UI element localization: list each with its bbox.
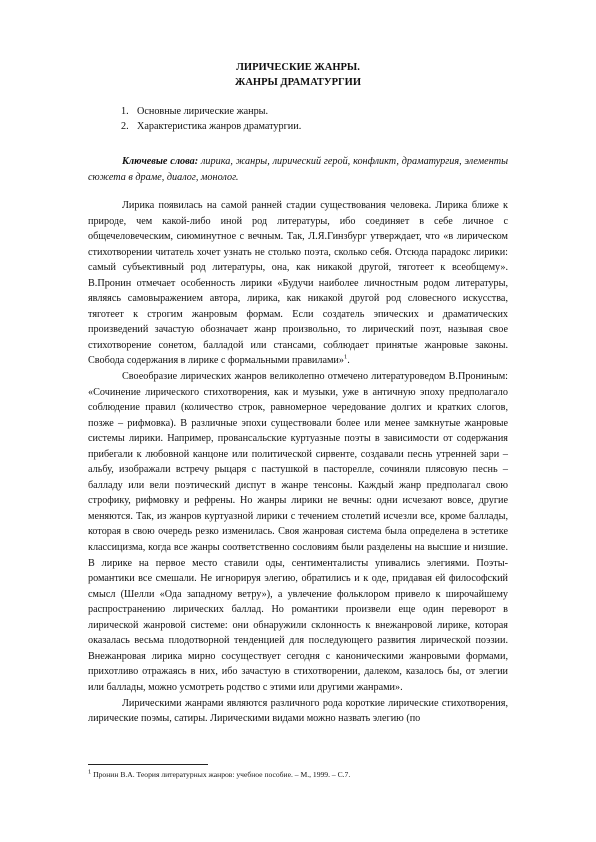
outline-item-number: 2. bbox=[121, 121, 129, 132]
body-text bbox=[88, 198, 508, 727]
footnote-separator bbox=[88, 764, 208, 765]
paragraph: Лирическими жанрами являются различного рода короткие лирические стихотворения, лирические поэмы, сатиры. Лирическими видами можно назвать элегию (по bbox=[88, 697, 508, 725]
footnote-number: 1 bbox=[88, 768, 92, 776]
outline-item-number: 1. bbox=[121, 106, 129, 117]
title-line-1: ЛИРИЧЕСКИЕ ЖАНРЫ. bbox=[236, 62, 360, 73]
paragraph-text: Лирика появилась на самой ранней стадии существования человека. Лирика ближе к природе, чем какой-либо иной род литературы, ибо соединяет в себе личное с общечеловеческим, сиюминутное с вечным. Так, Л.Я.Гинзбург утверждает, что «в лирическом стихотворении читатель хочет узнать не столько поэта, сколько себя. Отсюда парадокс лирики: самый субъективный род литературы, она, как никакой другой, тяготеет к всеобщему». В.Пронин отмечает особенность лирики «Будучи наиболее личностным родом литературы, являясь самовыражением автора, лирика, как никакой другой род словесного искусства, тяготеет к строгим жанровым формам. Если создатель эпических и драматических произведений зачастую обозначает жанр произвольно, то лирический поэт, называя свое стихотворение сонетом, балладой или стансами, соблюдает принятые жанровые законы. Свобода содержания в лирике с формальными правилами» bbox=[88, 200, 508, 367]
page-title bbox=[88, 60, 508, 90]
outline-list bbox=[121, 104, 521, 134]
outline-item bbox=[121, 119, 521, 134]
outline-item-text: Основные лирические жанры. bbox=[137, 106, 269, 117]
footnote bbox=[88, 770, 508, 780]
title-line-2: ЖАНРЫ ДРАМАТУРГИИ bbox=[234, 77, 362, 88]
keywords-block bbox=[88, 154, 508, 185]
outline-item-text: Характеристика жанров драматургии. bbox=[137, 121, 302, 132]
keywords-label: Ключевые слова: bbox=[122, 156, 199, 167]
footnote-reference[interactable]: 1 bbox=[343, 354, 348, 362]
footnote-text: Пронин В.А. Теория литературных жанров: учебное пособие. – М., 1999. – С.7. bbox=[91, 770, 351, 779]
paragraph-text-end: . bbox=[347, 355, 350, 367]
paragraph bbox=[88, 198, 508, 369]
outline-item bbox=[121, 104, 521, 119]
paragraph: Своеобразие лирических жанров великолепно отмечено литературоведом В.Прониным: «Сочинение лирического стихотворения, как и музыки, уже в античную эпоху предполагало соблюдение правил (количество строк, равномерное чередование долгих и кратких слогов, позже – рифмовка). В различные эпохи существовали более или менее замкнутые жанровые системы лирики. Например, провансальские куртуазные поэты в зависимости от содержания прибегали к любовной канцоне или политической сирвенте, создавали песнь утренней зари – альбу, изображали встречу рыцаря с пастушкой в пасторелле, сочиняли плясовую песнь – балладу или вели поэтический диспут в жанре тенсоны. Каждый жанр предполагал свою строфику, рифмовку и рефрены. Но жанры лирики не вечны: одни исчезают вовсе, другие меняются. Так, из жанров куртуазной лирики с течением столетий исчезли все, кроме баллады, которая в свою очередь резко изменилась. Своя жанровая система была определена в эстетике классицизма, когда все жанры соответственно сословиям были разделены на высшие и низшие. В лирике на первое место ставили оды, сентименталисты упивались элегиями. Поэты-романтики все смешали. Не игнорируя элегию, обратились и к оде, придавая ей философский смысл (Шелли «Ода западному ветру»), а увлечение фольклором привело к широчайшему распространению лирических баллад. Но романтики произвели еще один переворот в лирической жанровой системе: они обнаружили склонность к внежанровой лирике, которая оказалась весьма плодотворной тенденцией для последующего развития лирической поэзии. Внежанровая лирика мирно сосуществует сегодня с каноническими жанровыми формами, прихотливо отражаясь в них, ибо зачастую в стихотворении, далеком, казалось бы, от элегии или баллады, можно усмотреть родство с этими или другими жанрами». bbox=[88, 371, 508, 693]
keywords-text: лирика, жанры, лирический герой, конфликт, драматургия, элементы сюжета в драме, диалог, монолог. bbox=[88, 156, 509, 183]
